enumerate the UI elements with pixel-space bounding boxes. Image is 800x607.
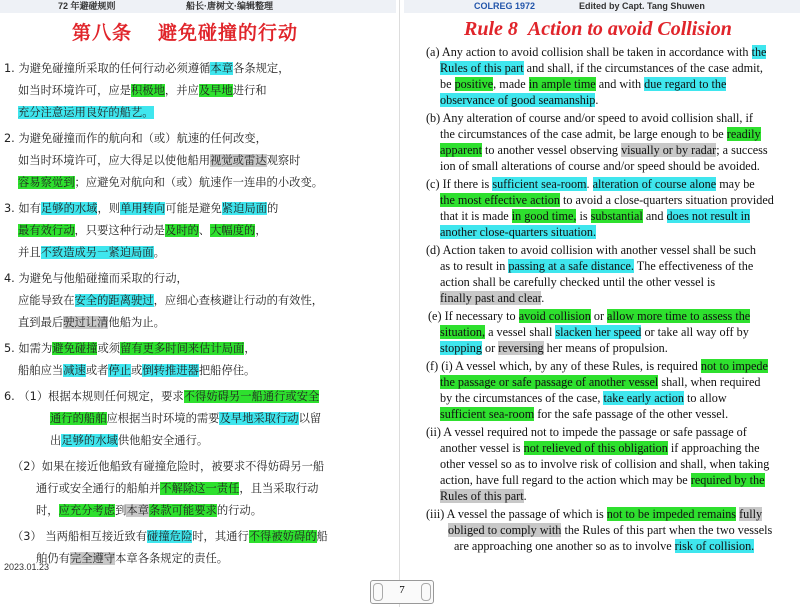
text-segment: ，并应	[164, 84, 199, 97]
text-segment: ，	[255, 224, 267, 237]
text-segment: 舶仍有	[36, 552, 70, 565]
highlighted-phrase: 足够的水域	[40, 202, 98, 215]
left-text-line	[4, 130, 267, 146]
text-segment: 船	[316, 530, 328, 543]
highlighted-phrase: 不得被妨碍的	[248, 530, 317, 543]
text-segment: 船舶应当	[18, 364, 64, 377]
right-header	[404, 0, 800, 13]
text-segment: action shall be carefully checked until the other vessel is	[440, 275, 716, 289]
highlighted-phrase: due regard to the	[644, 77, 727, 91]
text-segment: or	[481, 341, 499, 355]
highlighted-phrase: sufficient sea-room	[492, 177, 587, 191]
right-text-line	[428, 309, 750, 324]
highlighted-phrase: finally past and clear	[440, 291, 542, 305]
highlighted-phrase: passing at a safe distance.	[508, 259, 634, 273]
text-segment: shall, when required	[658, 375, 761, 389]
right-text-line	[426, 425, 747, 440]
text-segment: The effectiveness of the	[633, 259, 754, 273]
text-segment: ; a success	[716, 143, 768, 157]
highlighted-phrase: 足够的水域	[61, 434, 118, 447]
highlighted-phrase: in good time,	[511, 209, 577, 223]
text-segment: 出	[50, 434, 62, 447]
left-title-rule: 第八条	[72, 22, 133, 44]
page-divider	[399, 0, 400, 607]
text-segment: that it is made	[440, 209, 512, 223]
text-segment: 本章各条规定的责任。	[115, 552, 229, 565]
text-segment: 如当时环境许可，应大得足以使他船用	[18, 154, 211, 167]
text-segment: the Rules of this part when the two vessels	[561, 523, 773, 537]
right-text-line	[440, 143, 768, 158]
left-title-text: 避免碰撞的行动	[158, 22, 299, 44]
highlighted-phrase: not to impede	[700, 359, 768, 373]
left-text-line	[4, 200, 278, 216]
right-text-line	[454, 539, 754, 554]
text-segment: 6. （1）根据本规则任何规定，要求	[4, 390, 184, 403]
text-segment: 、	[198, 224, 211, 237]
text-segment: 时，其通行	[192, 530, 249, 543]
right-text-line	[426, 177, 755, 192]
highlighted-phrase: reversing	[498, 341, 544, 355]
text-segment: and shall, if the circumstances of the case admit,	[523, 61, 763, 75]
text-segment: (e) If necessary to	[428, 309, 519, 323]
text-segment: .	[541, 291, 545, 305]
text-segment: 如当时环境许可，应是	[18, 84, 131, 97]
highlighted-phrase: stopping	[440, 341, 482, 355]
right-text-line	[426, 243, 756, 258]
right-text-line	[440, 275, 715, 290]
highlighted-phrase: 紧迫局面	[221, 202, 267, 215]
text-segment: 并且	[18, 246, 41, 259]
left-page-title	[72, 18, 298, 45]
highlighted-phrase: 充分注意运用良好的船艺。	[18, 106, 154, 119]
right-text-line	[440, 341, 668, 356]
text-segment: (c) If there is	[426, 177, 493, 191]
highlighted-phrase: 倒转推进器	[142, 364, 199, 377]
text-segment: are approaching one another so as to involve	[454, 539, 675, 553]
text-segment: (ii) A vessel required not to impede the passage or safe passage of	[426, 425, 747, 439]
text-segment: 通行或安全通行的船舶并	[36, 482, 161, 495]
highlighted-phrase: 停止	[108, 364, 132, 377]
text-segment: as to result in	[440, 259, 509, 273]
right-text-line	[440, 159, 760, 174]
text-segment: to allow	[683, 391, 727, 405]
highlighted-phrase: not to be impeded remains	[606, 507, 737, 521]
highlighted-phrase: 及时的	[164, 224, 199, 237]
highlighted-phrase: visually or by radar	[621, 143, 717, 157]
right-page-title	[464, 18, 732, 41]
text-segment: ，只要这种行动是	[74, 224, 165, 237]
right-title-rule: Rule 8	[464, 18, 518, 40]
text-segment: 或者	[85, 364, 109, 377]
highlighted-phrase: 单用转向	[120, 202, 166, 215]
text-segment: .	[586, 177, 593, 191]
highlighted-phrase: in ample time	[528, 77, 596, 91]
left-text-line	[12, 458, 324, 474]
text-segment: her means of propulsion.	[543, 341, 668, 355]
text-segment: ；应避免对航向和（或）航速作一连串的小改变。	[74, 176, 324, 189]
left-text-line	[18, 222, 267, 238]
highlighted-phrase: 视觉或雷达	[210, 154, 267, 167]
highlighted-phrase: allow more time to assess the	[607, 309, 751, 323]
text-segment: may be	[716, 177, 755, 191]
text-segment: if approaching the	[667, 441, 760, 455]
text-segment: (iii) A vessel the passage of which is	[426, 507, 607, 521]
highlighted-phrase: substantial	[590, 209, 643, 223]
right-text-line	[440, 209, 750, 224]
text-segment: 的行动。	[216, 504, 263, 517]
highlighted-phrase: 碰撞危险	[147, 530, 193, 543]
right-text-line	[440, 61, 763, 76]
right-text-line	[426, 111, 753, 126]
text-segment: ，	[244, 342, 256, 355]
right-text-line	[440, 441, 760, 456]
right-text-line	[426, 507, 762, 522]
highlighted-phrase: 最有效行动	[18, 224, 75, 237]
right-text-line	[440, 225, 596, 240]
right-text-line	[440, 457, 769, 472]
text-segment: ，且当采取行动	[239, 482, 319, 495]
text-segment: other vessel so as to involve risk of collision and shall, when taking	[440, 457, 770, 471]
text-segment: or	[590, 309, 608, 323]
text-segment: and with	[595, 77, 645, 91]
highlighted-phrase: observance of good seamanship	[440, 93, 596, 107]
text-segment: ，应细心查核避让行动的有效性，	[153, 294, 324, 307]
right-text-line	[440, 375, 761, 390]
text-segment: 观察时	[266, 154, 301, 167]
right-text-line	[440, 325, 749, 340]
highlighted-phrase: 本章	[210, 62, 234, 75]
left-text-line	[18, 104, 154, 120]
text-segment: 各条规定，	[233, 62, 290, 75]
highlighted-phrase: 通行的船舶	[50, 412, 107, 425]
right-header-title: COLREG 1972	[474, 1, 536, 11]
left-text-line	[50, 410, 321, 426]
highlighted-phrase: 不致造成另一紧迫局面	[40, 246, 154, 259]
text-segment: (f) (i) A vessel which, by any of these Rules, is required	[426, 359, 701, 373]
text-segment: 他船为止。	[108, 316, 165, 329]
text-segment: 的	[266, 202, 279, 215]
text-segment: 3. 如有	[4, 202, 41, 215]
highlighted-phrase: apparent	[440, 143, 482, 157]
right-text-line	[440, 193, 774, 208]
text-segment: by the circumstances of the case,	[440, 391, 604, 405]
highlighted-phrase: 应充分考虑	[58, 504, 116, 517]
text-segment: ion of small alterations of course and/or speed should be avoided.	[440, 159, 760, 173]
text-segment: 2. 为避免碰撞而作的航向和（或）航速的任何改变，	[4, 132, 267, 145]
highlighted-phrase: situation,	[440, 325, 486, 339]
highlighted-phrase: not relieved of this obligation	[523, 441, 668, 455]
left-text-line	[18, 292, 323, 308]
right-text-line	[426, 359, 768, 374]
left-text-line	[36, 480, 318, 496]
text-segment: 时，	[36, 504, 59, 517]
text-segment: 应根据当时环境的需要	[106, 412, 220, 425]
highlighted-phrase: risk of collision.	[674, 539, 755, 553]
text-segment: 可能是避免	[165, 202, 222, 215]
left-header-title: 72 年避碰规则	[58, 1, 116, 11]
right-text-line	[440, 489, 527, 504]
highlighted-phrase: does not result in	[666, 209, 751, 223]
right-text-line	[440, 391, 727, 406]
page-number: 7	[399, 584, 405, 596]
highlighted-phrase: take early action	[603, 391, 684, 405]
text-segment: the circumstances of the case admit, be large enough to be	[440, 127, 727, 141]
text-segment: 。	[153, 246, 165, 259]
highlighted-phrase: sufficient sea-room	[440, 407, 535, 421]
highlighted-phrase: 减速	[63, 364, 86, 377]
highlighted-phrase: slacken her speed	[555, 325, 642, 339]
right-text-line	[440, 93, 598, 108]
text-segment: , made	[493, 77, 529, 91]
text-segment: (a) Any action to avoid collision shall be taken in accordance with	[426, 45, 752, 59]
right-text-line	[440, 77, 726, 92]
highlighted-phrase: alteration of course alone	[592, 177, 717, 191]
highlighted-phrase: 避免碰撞	[52, 342, 98, 355]
highlighted-phrase: avoid collision	[518, 309, 591, 323]
scroll-curl-right	[421, 583, 431, 601]
left-text-line	[4, 270, 188, 286]
highlighted-phrase: 及早地	[198, 84, 233, 97]
text-segment: be	[440, 77, 455, 91]
text-segment: 把船停住。	[198, 364, 256, 377]
right-text-line	[448, 523, 772, 538]
highlighted-phrase: 不解除这一责任	[160, 482, 240, 495]
highlighted-phrase: 条款可能要求	[149, 504, 217, 517]
highlighted-phrase: 安全的距离驶过	[74, 294, 154, 307]
text-segment: （2）如果在接近他船致有碰撞危险时，被要求不得妨碍另一船	[12, 460, 325, 473]
text-segment: （3） 当两船相互接近致有	[12, 530, 148, 543]
right-text-line	[440, 291, 544, 306]
right-text-line	[440, 473, 765, 488]
left-text-line	[4, 388, 319, 404]
highlighted-phrase: fully	[739, 507, 763, 521]
text-segment: and	[642, 209, 667, 223]
highlighted-phrase: 积极地	[130, 84, 165, 97]
text-segment: 以留	[298, 412, 322, 425]
left-text-line	[18, 152, 300, 168]
right-text-line	[426, 45, 766, 60]
text-segment: 4. 为避免与他船碰撞而采取的行动，	[4, 272, 188, 285]
highlighted-phrase: obliged to comply with	[448, 523, 562, 537]
highlighted-phrase: required by the	[690, 473, 765, 487]
text-segment: or take all way off by	[641, 325, 749, 339]
text-segment: 1. 为避免碰撞所采取的任何行动必须遵循	[4, 62, 211, 75]
highlighted-phrase: Rules of this part	[440, 489, 524, 503]
highlighted-phrase: 本章	[126, 504, 150, 517]
left-text-line	[18, 244, 165, 260]
right-text-line	[440, 127, 761, 142]
text-segment: a vessel shall	[485, 325, 556, 339]
highlighted-phrase: the passage or safe passage of another vessel	[440, 375, 659, 389]
left-text-line	[18, 174, 323, 190]
left-text-line	[18, 314, 165, 330]
left-text-line	[36, 502, 262, 518]
highlighted-phrase: positive	[454, 77, 494, 91]
text-segment: 5. 如需为	[4, 342, 53, 355]
left-text-line	[50, 432, 208, 448]
highlighted-phrase: another close-quarters situation.	[440, 225, 597, 239]
document-date: 2023.01.23	[4, 562, 50, 572]
right-header-editor: Edited by Capt. Tang Shuwen	[579, 1, 705, 11]
text-segment: .	[523, 489, 527, 503]
left-text-line	[4, 340, 256, 356]
text-segment: to avoid a close-quarters situation provided	[559, 193, 774, 207]
text-segment: 或须	[97, 342, 121, 355]
text-segment: for the safe passage of the other vessel.	[534, 407, 729, 421]
highlighted-phrase: readily	[726, 127, 761, 141]
highlighted-phrase: Rules of this part	[440, 61, 524, 75]
page-number-scroll	[370, 580, 434, 604]
highlighted-phrase: the most effective action	[440, 193, 560, 207]
highlighted-phrase: 不得妨碍另一船通行或安全	[183, 390, 320, 403]
left-header-author: 船长·唐树文·编辑整理	[186, 1, 273, 11]
text-segment: 或	[131, 364, 143, 377]
left-text-line	[18, 362, 255, 378]
text-segment: 到	[115, 504, 127, 517]
text-segment: ，则	[97, 202, 121, 215]
highlighted-phrase: 容易察觉到	[18, 176, 75, 189]
highlighted-phrase: 完全遵守	[69, 552, 116, 565]
highlighted-phrase: 大幅度的	[210, 224, 256, 237]
right-text-line	[440, 407, 728, 422]
text-segment: 进行和	[232, 84, 267, 97]
text-segment: action, have full regard to the action which may be	[440, 473, 691, 487]
text-segment: to another vessel observing	[481, 143, 622, 157]
text-segment: 直到最后	[18, 316, 64, 329]
right-text-line	[440, 259, 753, 274]
right-title-text: Action to avoid Collision	[527, 18, 732, 40]
highlighted-phrase: 及早地采取行动	[219, 412, 299, 425]
highlighted-phrase: 留有更多时间来估计局面	[120, 342, 245, 355]
left-text-line	[18, 82, 267, 98]
text-segment: 供他船安全通行。	[117, 434, 209, 447]
highlighted-phrase: the	[751, 45, 767, 59]
left-header	[0, 0, 396, 13]
text-segment: (d) Action taken to avoid collision with another vessel shall be such	[426, 243, 757, 257]
left-text-line	[12, 528, 328, 544]
text-segment: 应能导致在	[18, 294, 75, 307]
highlighted-phrase: 驶过让清	[63, 316, 109, 329]
left-text-line	[36, 550, 228, 566]
text-segment: .	[595, 93, 599, 107]
text-segment: (b) Any alteration of course and/or speed to avoid collision shall, if	[426, 111, 753, 125]
left-text-line	[4, 60, 290, 76]
text-segment: another vessel is	[440, 441, 524, 455]
text-segment: is	[576, 209, 591, 223]
